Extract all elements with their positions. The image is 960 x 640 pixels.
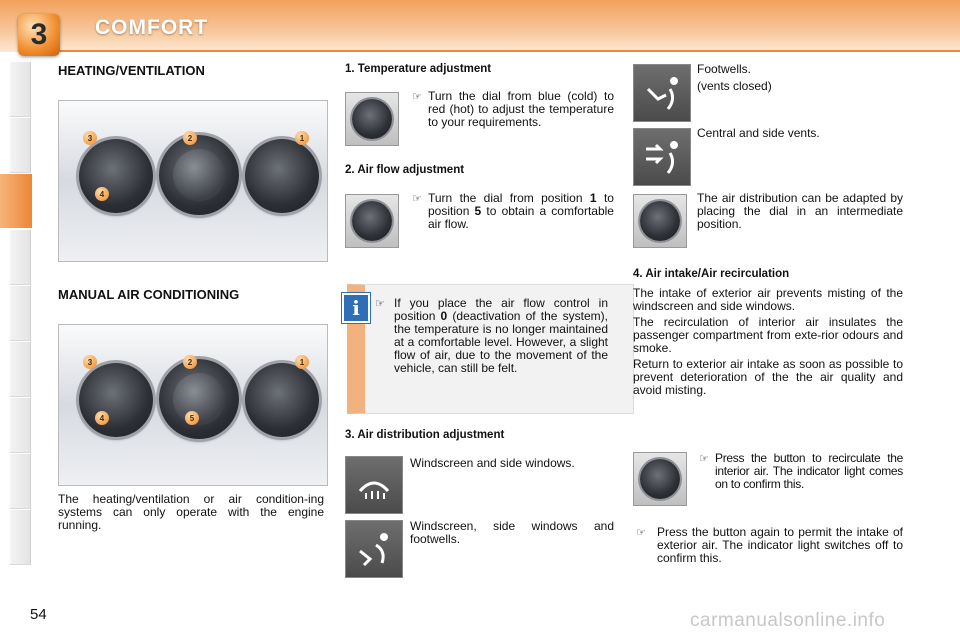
section-4-para-3: Return to exterior air intake as soon as possible to prevent deterioration of the the air quality and avoid misting. — [633, 357, 903, 397]
tab[interactable] — [10, 286, 31, 341]
section-4-para-1: The intake of exterior air prevents misting of the windscreen and side windows. — [633, 286, 903, 313]
section-4-para-2: The recirculation of interior air insulates the passenger compartment from exte-rior odours and smoke. — [633, 315, 903, 355]
dial-3 — [79, 363, 153, 437]
windscreen-demist-icon — [345, 456, 403, 514]
manual-ac-title: MANUAL AIR CONDITIONING — [58, 287, 240, 302]
tab-active[interactable] — [0, 174, 32, 228]
tab[interactable] — [10, 62, 31, 117]
recirculation-press-text: Press the button to recirculate the interior air. The indicator light comes on to confirm this. — [715, 451, 903, 491]
pointing-hand-icon: ☞ — [699, 453, 709, 465]
header-rule — [60, 50, 960, 52]
section-1-title: 1. Temperature adjustment — [345, 63, 492, 75]
tab[interactable] — [10, 398, 31, 453]
central-side-label: Central and side vents. — [697, 126, 820, 140]
chapter-badge — [18, 14, 60, 56]
section-1-text: Turn the dial from blue (cold) to red (hot) to adjust the temperature to your requirements. — [428, 89, 614, 129]
dial-2 — [159, 135, 239, 215]
temperature-dial-image — [345, 92, 399, 146]
dial-knob — [173, 149, 225, 201]
tab[interactable] — [10, 118, 31, 173]
dial-1 — [245, 139, 319, 213]
badge: 1 — [295, 355, 309, 369]
tab[interactable] — [10, 230, 31, 285]
dial — [640, 201, 680, 241]
tab[interactable] — [10, 510, 31, 565]
chapter-number: 3 — [30, 18, 48, 51]
dial-3 — [79, 139, 153, 213]
info-icon: i — [342, 293, 370, 323]
dial — [352, 99, 392, 139]
section-2-title: 2. Air flow adjustment — [345, 164, 465, 176]
windscreen-footwell-icon — [345, 520, 403, 578]
tab[interactable] — [10, 454, 31, 509]
dial-knob — [173, 373, 225, 425]
dial — [640, 459, 680, 499]
badge: 5 — [185, 411, 199, 425]
badge: 4 — [95, 187, 109, 201]
tab[interactable] — [10, 342, 31, 397]
dial — [352, 201, 392, 241]
chapter-tabs — [0, 62, 32, 582]
page-number: 54 — [30, 606, 47, 623]
pointing-hand-icon: ☞ — [412, 91, 422, 103]
intermediate-text: The air distribution can be adapted by placing the dial in an intermediate position. — [697, 191, 903, 231]
pointing-hand-icon: ☞ — [636, 527, 646, 539]
badge: 3 — [83, 131, 97, 145]
badge: 4 — [95, 411, 109, 425]
footwells-label: Footwells. — [697, 62, 752, 76]
section-3-item-2: Windscreen, side windows and footwells. — [410, 519, 614, 546]
airflow-dial-image — [345, 194, 399, 248]
pointing-hand-icon: ☞ — [375, 298, 385, 310]
badge: 1 — [295, 131, 309, 145]
distribution-dial-image — [633, 194, 687, 248]
watermark: carmanualsonline.info — [690, 610, 886, 631]
badge: 2 — [183, 131, 197, 145]
dial-1 — [245, 363, 319, 437]
dial-2 — [159, 359, 239, 439]
section-3-title: 3. Air distribution adjustment — [345, 429, 505, 441]
recirculation-again-text: Press the button again to permit the intake of exterior air. The indicator light switches off to confirm this. — [657, 525, 903, 565]
section-3-item-1: Windscreen and side windows. — [410, 456, 575, 470]
section-4-title: 4. Air intake/Air recirculation — [633, 268, 790, 280]
section-2-text: Turn the dial from position 1 to position 5 to obtain a comfortable air flow. — [428, 191, 614, 231]
vents-closed-label: (vents closed) — [697, 79, 772, 93]
badge: 2 — [183, 355, 197, 369]
heating-title: HEATING/VENTILATION — [58, 63, 205, 78]
badge: 3 — [83, 355, 97, 369]
central-side-vent-icon — [633, 128, 691, 186]
heating-panel-image — [58, 100, 328, 262]
footwell-vent-icon — [633, 64, 691, 122]
recirculation-button-image — [633, 452, 687, 506]
page-title: COMFORT — [95, 16, 209, 39]
ac-panel-image — [58, 324, 328, 486]
info-text: If you place the air flow control in position 0 (deactivation of the system), the temperature is no longer maintained at a comfortable level. However, a slight flow of air, due to the movement of the vehicle, can still be felt. — [394, 296, 608, 375]
body-text: The heating/ventilation or air condition-ing systems can only operate with the engine running. — [58, 492, 324, 532]
pointing-hand-icon: ☞ — [412, 193, 422, 205]
